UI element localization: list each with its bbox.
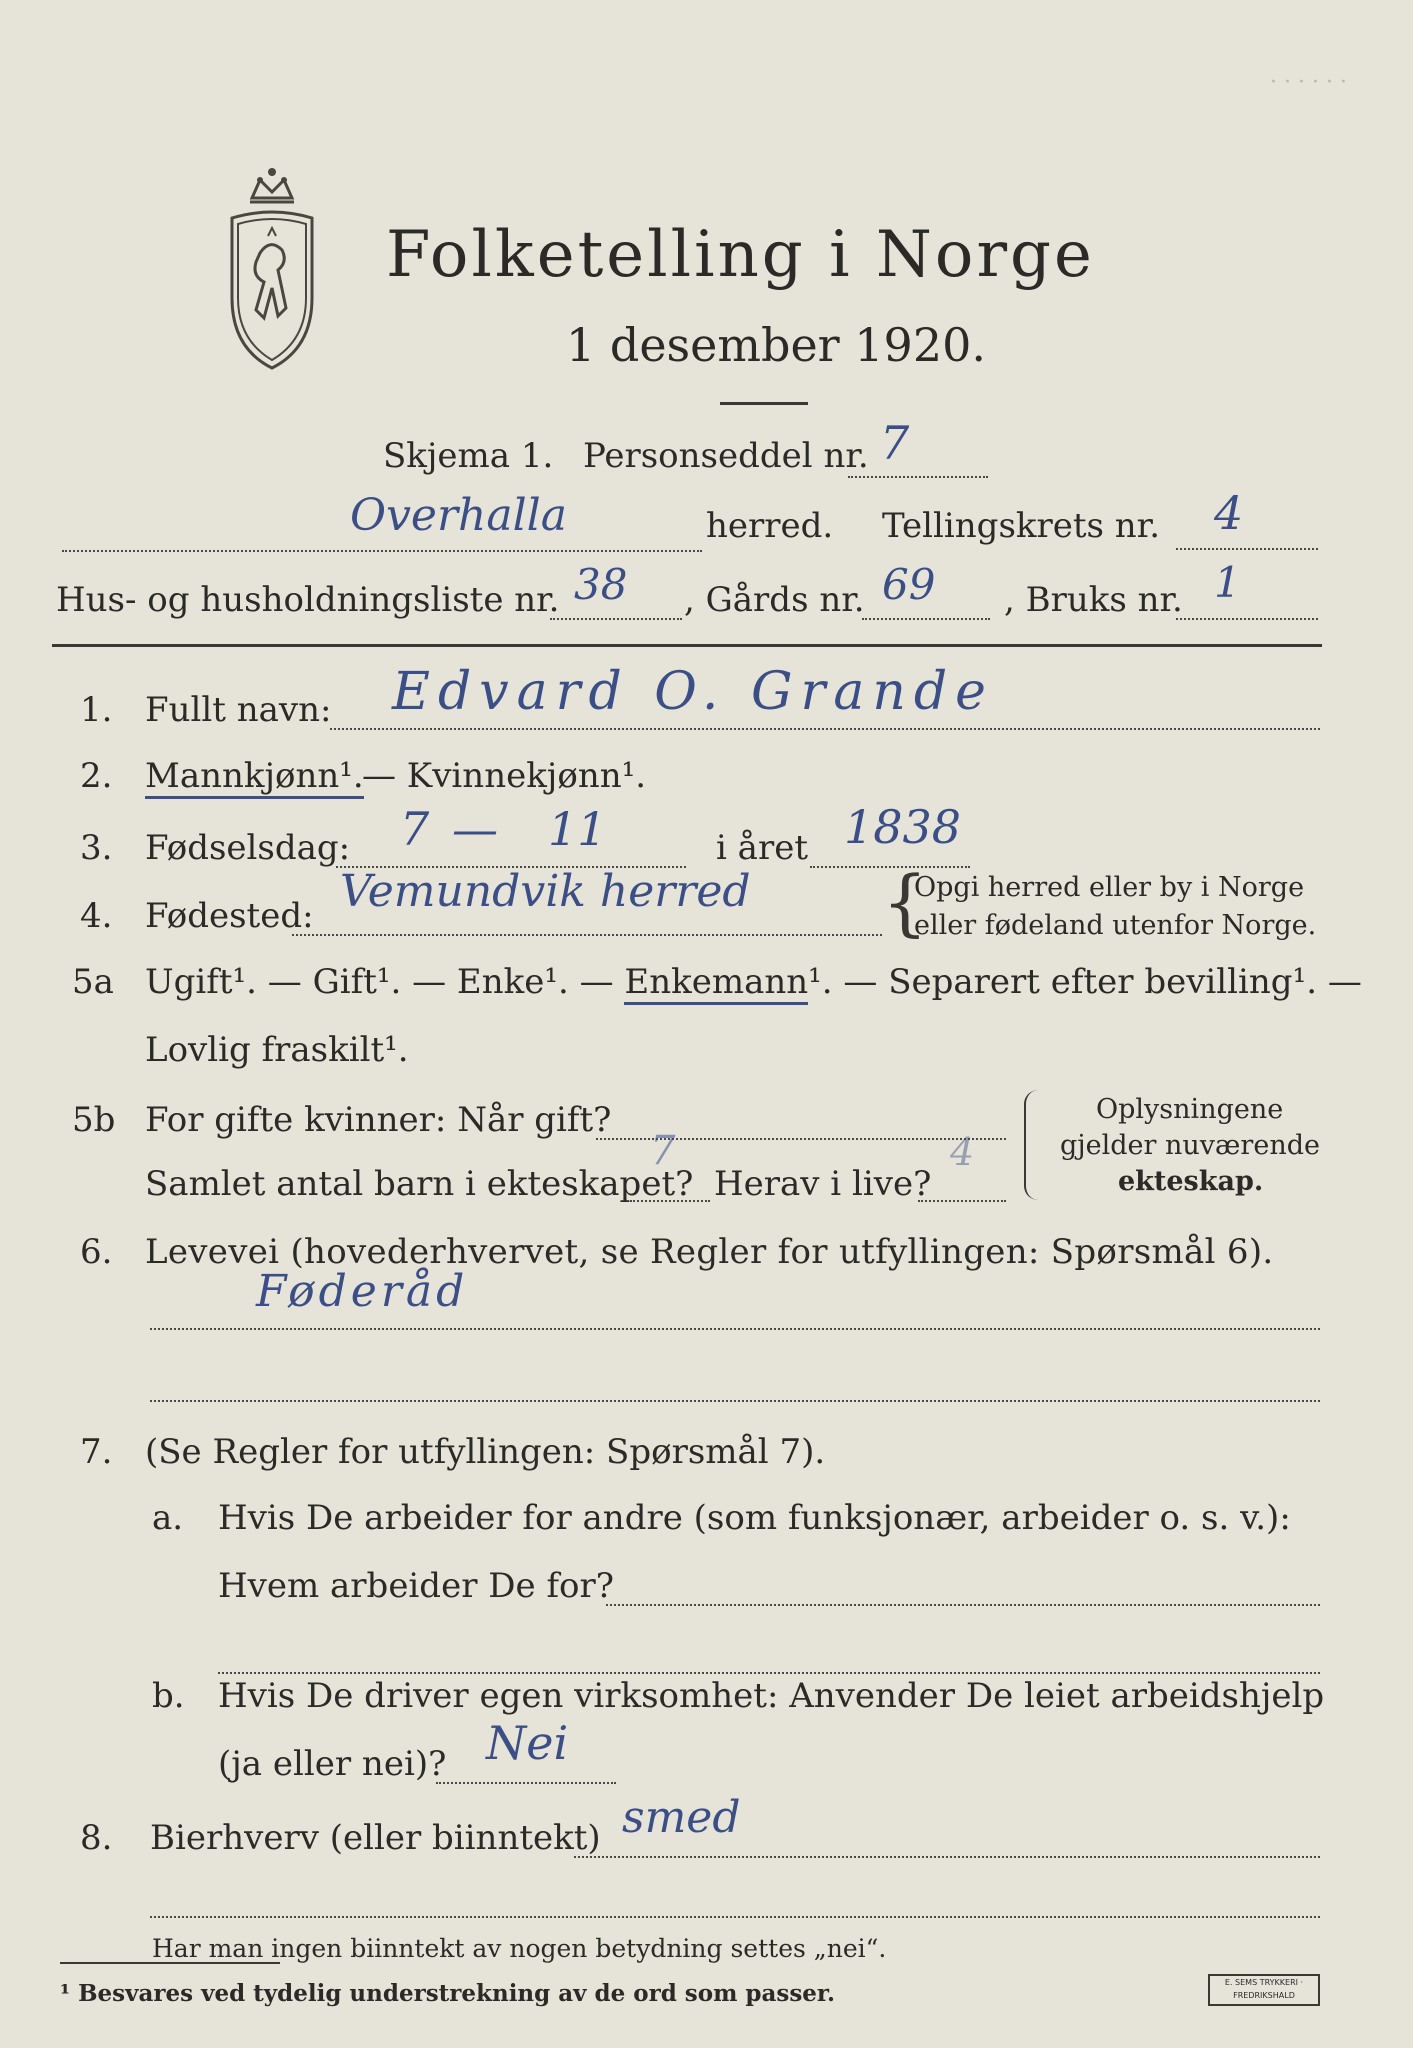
alive-value[interactable]: 4: [950, 1130, 975, 1174]
title-divider: [720, 402, 808, 405]
employer-line-1: [606, 1604, 1320, 1606]
marriage-note-2: gjelder nuværende: [1060, 1130, 1320, 1161]
gards-value[interactable]: 69: [882, 560, 936, 609]
q7b-letter: b.: [152, 1676, 185, 1716]
side-income-value[interactable]: smed: [622, 1792, 741, 1843]
bruks-label: , Bruks nr.: [1004, 580, 1183, 620]
birth-month-value[interactable]: 11: [548, 802, 607, 856]
footer-note: Har man ingen biinntekt av nogen betydning settes „nei“.: [152, 1934, 887, 1963]
hired-help-line: [436, 1782, 616, 1784]
full-name-value[interactable]: Edvard O. Grande: [392, 662, 994, 722]
husliste-line: [550, 618, 682, 620]
q7a-text: Hvis De arbeider for andre (som funksjonær, arbeider o. s. v.):: [218, 1498, 1291, 1538]
herred-label: herred.: [706, 506, 834, 546]
marriage-note-3: ekteskap.: [1118, 1166, 1264, 1197]
q5b-number: 5b: [72, 1100, 116, 1140]
marriage-note-bracket: [1024, 1090, 1040, 1200]
skjema-label: Skjema 1.: [383, 436, 554, 476]
q4-label: Fødested:: [145, 896, 314, 936]
personseddel-line: [848, 476, 988, 478]
tellingskrets-line: [1176, 548, 1318, 550]
header-divider: [52, 644, 1322, 647]
bruks-value[interactable]: 1: [1214, 558, 1241, 607]
children-value[interactable]: 7: [650, 1128, 676, 1174]
q7a-label: Hvem arbeider De for?: [218, 1566, 614, 1606]
marital-divorced-option[interactable]: Lovlig fraskilt¹.: [145, 1030, 409, 1070]
birth-year-value[interactable]: 1838: [844, 800, 962, 854]
occupation-line-2: [150, 1400, 1320, 1402]
personseddel-value[interactable]: 7: [880, 416, 910, 470]
q7-number: 7.: [80, 1432, 113, 1472]
q5b-alive-label: Herav i live?: [714, 1164, 932, 1204]
q1-label: Fullt navn:: [145, 690, 332, 730]
q2-number: 2.: [80, 756, 113, 796]
footnote: ¹ Besvares ved tydelig understrekning av de ord som passer.: [60, 1980, 835, 2007]
q7-label: (Se Regler for utfyllingen: Spørsmål 7).: [145, 1432, 826, 1472]
q4-number: 4.: [80, 896, 113, 936]
marital-status-line: [145, 962, 1362, 1002]
q1-line: [330, 728, 1320, 730]
gards-line: [862, 618, 990, 620]
q5b-married-label: For gifte kvinner: Når gift?: [145, 1100, 612, 1140]
birthplace-value[interactable]: Vemundvik herred: [340, 866, 751, 917]
birthplace-note-2: eller fødeland utenfor Norge.: [914, 910, 1317, 941]
q7b-label: (ja eller nei)?: [218, 1744, 447, 1784]
q7b-text: Hvis De driver egen virksomhet: Anvender De leiet arbeidshjelp: [218, 1676, 1325, 1716]
q3-number: 3.: [80, 828, 113, 868]
census-date: 1 desember 1920.: [566, 318, 986, 372]
bleed-through-text: · · · · · ·: [1270, 70, 1347, 95]
printer-stamp: E. SEMS TRYKKERI · FREDRIKSHALD: [1208, 1974, 1320, 2006]
gender-female-option[interactable]: — Kvinnekjønn¹.: [362, 756, 647, 796]
tellingskrets-value[interactable]: 4: [1214, 486, 1244, 540]
personseddel-label: Personseddel nr.: [583, 436, 869, 476]
q8-label: Bierhverv (eller biinntekt): [150, 1818, 601, 1858]
herred-line: [62, 550, 702, 552]
birth-dash: —: [452, 802, 498, 856]
hired-help-value[interactable]: Nei: [486, 1716, 569, 1770]
occupation-line-1: [150, 1328, 1320, 1330]
herred-value[interactable]: Overhalla: [350, 490, 567, 541]
employer-line-2: [218, 1672, 1320, 1674]
year-label: i året: [716, 828, 808, 868]
birthplace-note-1: Opgi herred eller by i Norge: [914, 872, 1305, 903]
husliste-value[interactable]: 38: [574, 560, 628, 609]
birth-day-value[interactable]: 7: [400, 802, 430, 856]
footnote-rule: [60, 1962, 280, 1964]
birthplace-line: [292, 934, 882, 936]
gender-male-option[interactable]: Mannkjønn¹.: [145, 756, 364, 799]
occupation-value[interactable]: Føderåd: [256, 1266, 469, 1317]
marriage-note-1: Oplysningene: [1096, 1094, 1284, 1125]
children-line: [630, 1200, 710, 1202]
husliste-label: Hus- og husholdningsliste nr.: [56, 580, 560, 620]
alive-line: [918, 1200, 1006, 1202]
tellingskrets-label: Tellingskrets nr.: [882, 506, 1161, 546]
coat-of-arms-icon: [212, 158, 332, 373]
q5a-number: 5a: [72, 962, 114, 1002]
marital-widower-option[interactable]: Enkemann: [624, 962, 808, 1005]
side-income-line-1: [574, 1856, 1320, 1858]
birthplace-brace: {: [882, 860, 928, 944]
gards-label: , Gårds nr.: [684, 580, 865, 620]
q6-number: 6.: [80, 1232, 113, 1272]
q6-label: Levevei (hovederhvervet, se Regler for utfyllingen: Spørsmål 6).: [145, 1232, 1274, 1272]
q7a-letter: a.: [152, 1498, 184, 1538]
bruks-line: [1176, 618, 1318, 620]
marital-options-2[interactable]: ¹. — Separert efter bevilling¹. —: [808, 962, 1362, 1002]
q5b-children-label: Samlet antal barn i ekteskapet?: [145, 1164, 694, 1204]
form-title: Folketelling i Norge: [386, 218, 1095, 292]
side-income-line-2: [150, 1916, 1320, 1918]
q8-number: 8.: [80, 1818, 113, 1858]
q1-number: 1.: [80, 690, 113, 730]
q3-label: Fødselsdag:: [145, 828, 351, 868]
marital-options-1[interactable]: Ugift¹. — Gift¹. — Enke¹. —: [145, 962, 625, 1002]
